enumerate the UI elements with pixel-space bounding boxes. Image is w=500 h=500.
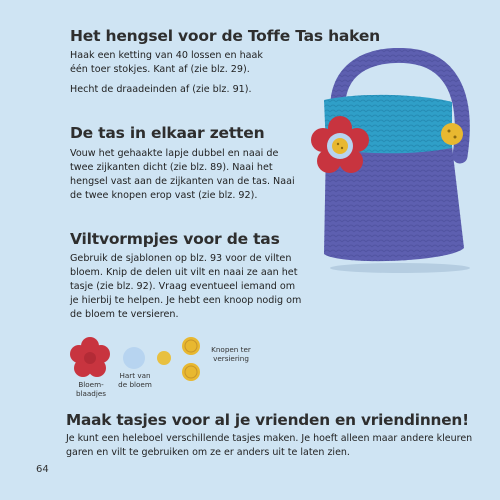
heading-assemble: De tas in elkaar zetten	[70, 124, 265, 142]
paragraph-friends: Je kunt een heleboel verschillende tasjes maken. Je hoeft alleen maar andere kleuren garen en vilt te gebruiken om ze er anders uit te laten zien.	[66, 433, 473, 458]
bag-button-icon	[441, 123, 463, 145]
caption-buttons: Knopen ter versiering	[211, 345, 251, 363]
heading-handle: Het hengsel voor de Toffe Tas haken	[70, 27, 381, 45]
heart-swatch	[123, 347, 145, 369]
petals-swatch	[70, 337, 110, 377]
paragraph-handle-1: Haak een ketting van 40 lossen en haak één toer stokjes. Kant af (zie blz. 29).	[70, 50, 263, 75]
paragraph-assemble: Vouw het gehaakte lapje dubbel en naai de twee zijkanten dicht (zie blz. 89). Naai het hengsel vast aan de zijkanten van de tas. Naai de twee knopen erop vast (zie blz. 92).	[70, 148, 295, 201]
paragraph-handle-2: Hecht de draadeinden af (zie blz. 91).	[70, 84, 252, 95]
button-small-icon	[157, 351, 171, 365]
page-number: 64	[36, 464, 49, 475]
paragraph-felt-shapes: Gebruik de sjablonen op blz. 93 voor de vilten bloem. Knip de delen uit vilt en naai ze aan het tasje (zie blz. 92). Vraag eventueel iemand om je hierbij te helpen. Je hebt een knoop nodig om de bloem te versieren.	[70, 253, 302, 320]
heading-friends: Maak tasjes voor al je vrienden en vriendinnen!	[66, 411, 469, 429]
crocheted-bag-photo	[300, 48, 490, 276]
caption-petals: Bloem- blaadjes	[75, 380, 107, 398]
heading-felt-shapes: Viltvormpjes voor de tas	[70, 230, 280, 248]
caption-heart: Hart van de bloem	[118, 371, 152, 389]
